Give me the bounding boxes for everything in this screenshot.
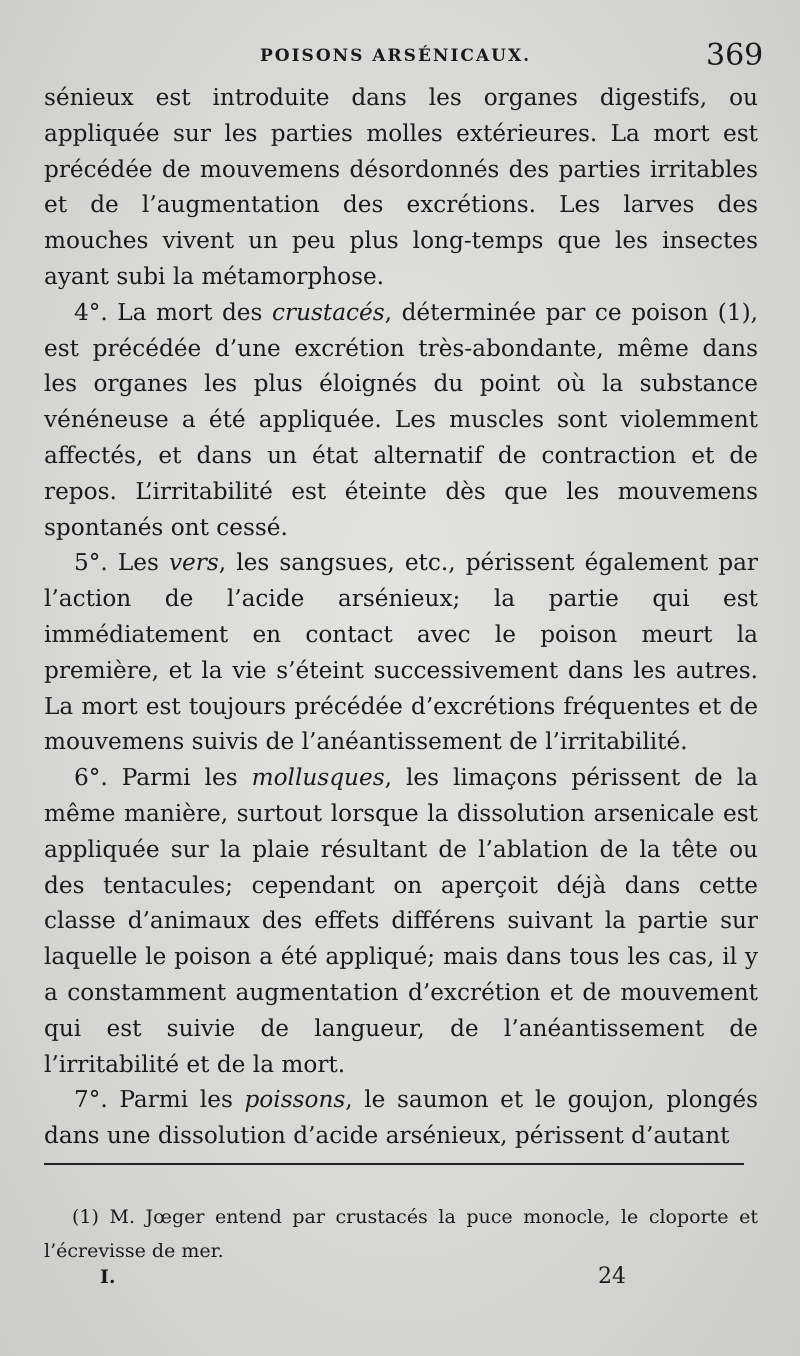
paragraph-mollusques — [44, 760, 758, 1082]
sheet-number: 24 — [598, 1264, 626, 1289]
paragraph-lead: 4°. La mort des — [74, 298, 272, 326]
paragraph-lead: 6°. Parmi les — [74, 764, 252, 792]
paragraph-poissons — [44, 1082, 758, 1154]
italic-term: mollusques — [251, 764, 385, 792]
page-number: 369 — [706, 38, 764, 73]
italic-term: vers — [168, 549, 219, 577]
signature-mark: I. — [100, 1266, 116, 1288]
italic-term: crustacés — [272, 298, 385, 326]
paragraph-rest: , déterminée par ce poison (1), est précédée d’une excrétion très-abondante, même dans les organes les plus éloignés du point où la substance vénéneuse a été appliquée. Les muscles sont violemment affectés, et dans un état alternatif de contraction et de repos. L’irritabilité est éteinte dès que les mouvemens spontanés ont cessé. — [44, 298, 758, 541]
running-head: POISONS ARSÉNICAUX. — [260, 46, 532, 66]
paragraph-rest: , le saumon et le goujon, plongés dans une dissolution d’acide arsénieux, périssent d’autant — [44, 1086, 758, 1150]
footnote: (1) M. Jœger entend par crustacés la puce monocle, le cloporte et l’écrevisse de mer. — [44, 1206, 758, 1262]
paragraph-continued: sénieux est introduite dans les organes digestifs, ou appliquée sur les parties molles extérieures. La mort est précédée de mouvemens désordonnés des parties irritables et de l’augmentation des excrétions. Les larves des mouches vivent un peu plus long-temps que les insectes ayant subi la métamorphose. — [44, 84, 758, 290]
footnote-rule — [44, 1163, 744, 1165]
body-text — [44, 80, 758, 1154]
paragraph-vers — [44, 545, 758, 760]
paragraph-rest: , les limaçons périssent de la même manière, surtout lorsque la dissolution arsenicale est appliquée sur la plaie résultant de l’ablation de la tête ou des tentacules; cependant on aperçoit déjà dans cette classe d’animaux des effets différens suivant la partie sur laquelle le poison a été appliqué; mais dans tous les cas, il y a constamment augmentation d’excrétion et de mouvement qui est suivie de langueur, de l’anéantissement de l’irritabilité et de la mort. — [44, 764, 758, 1078]
paragraph-lead: 7°. Parmi les — [74, 1086, 245, 1114]
paragraph-crustaces — [44, 295, 758, 546]
paragraph-rest: , les sangsues, etc., périssent également par l’action de l’acide arsénieux; la partie qui est immédiatement en contact avec le poison meurt la première, et la vie s’éteint successivement dans les autres. La mort est toujours précédée d’excrétions fréquentes et de mouvemens suivis de l’anéantissement de l’irritabilité. — [44, 549, 758, 756]
italic-term: poissons — [244, 1086, 346, 1114]
paragraph-lead: 5°. Les — [74, 549, 169, 577]
